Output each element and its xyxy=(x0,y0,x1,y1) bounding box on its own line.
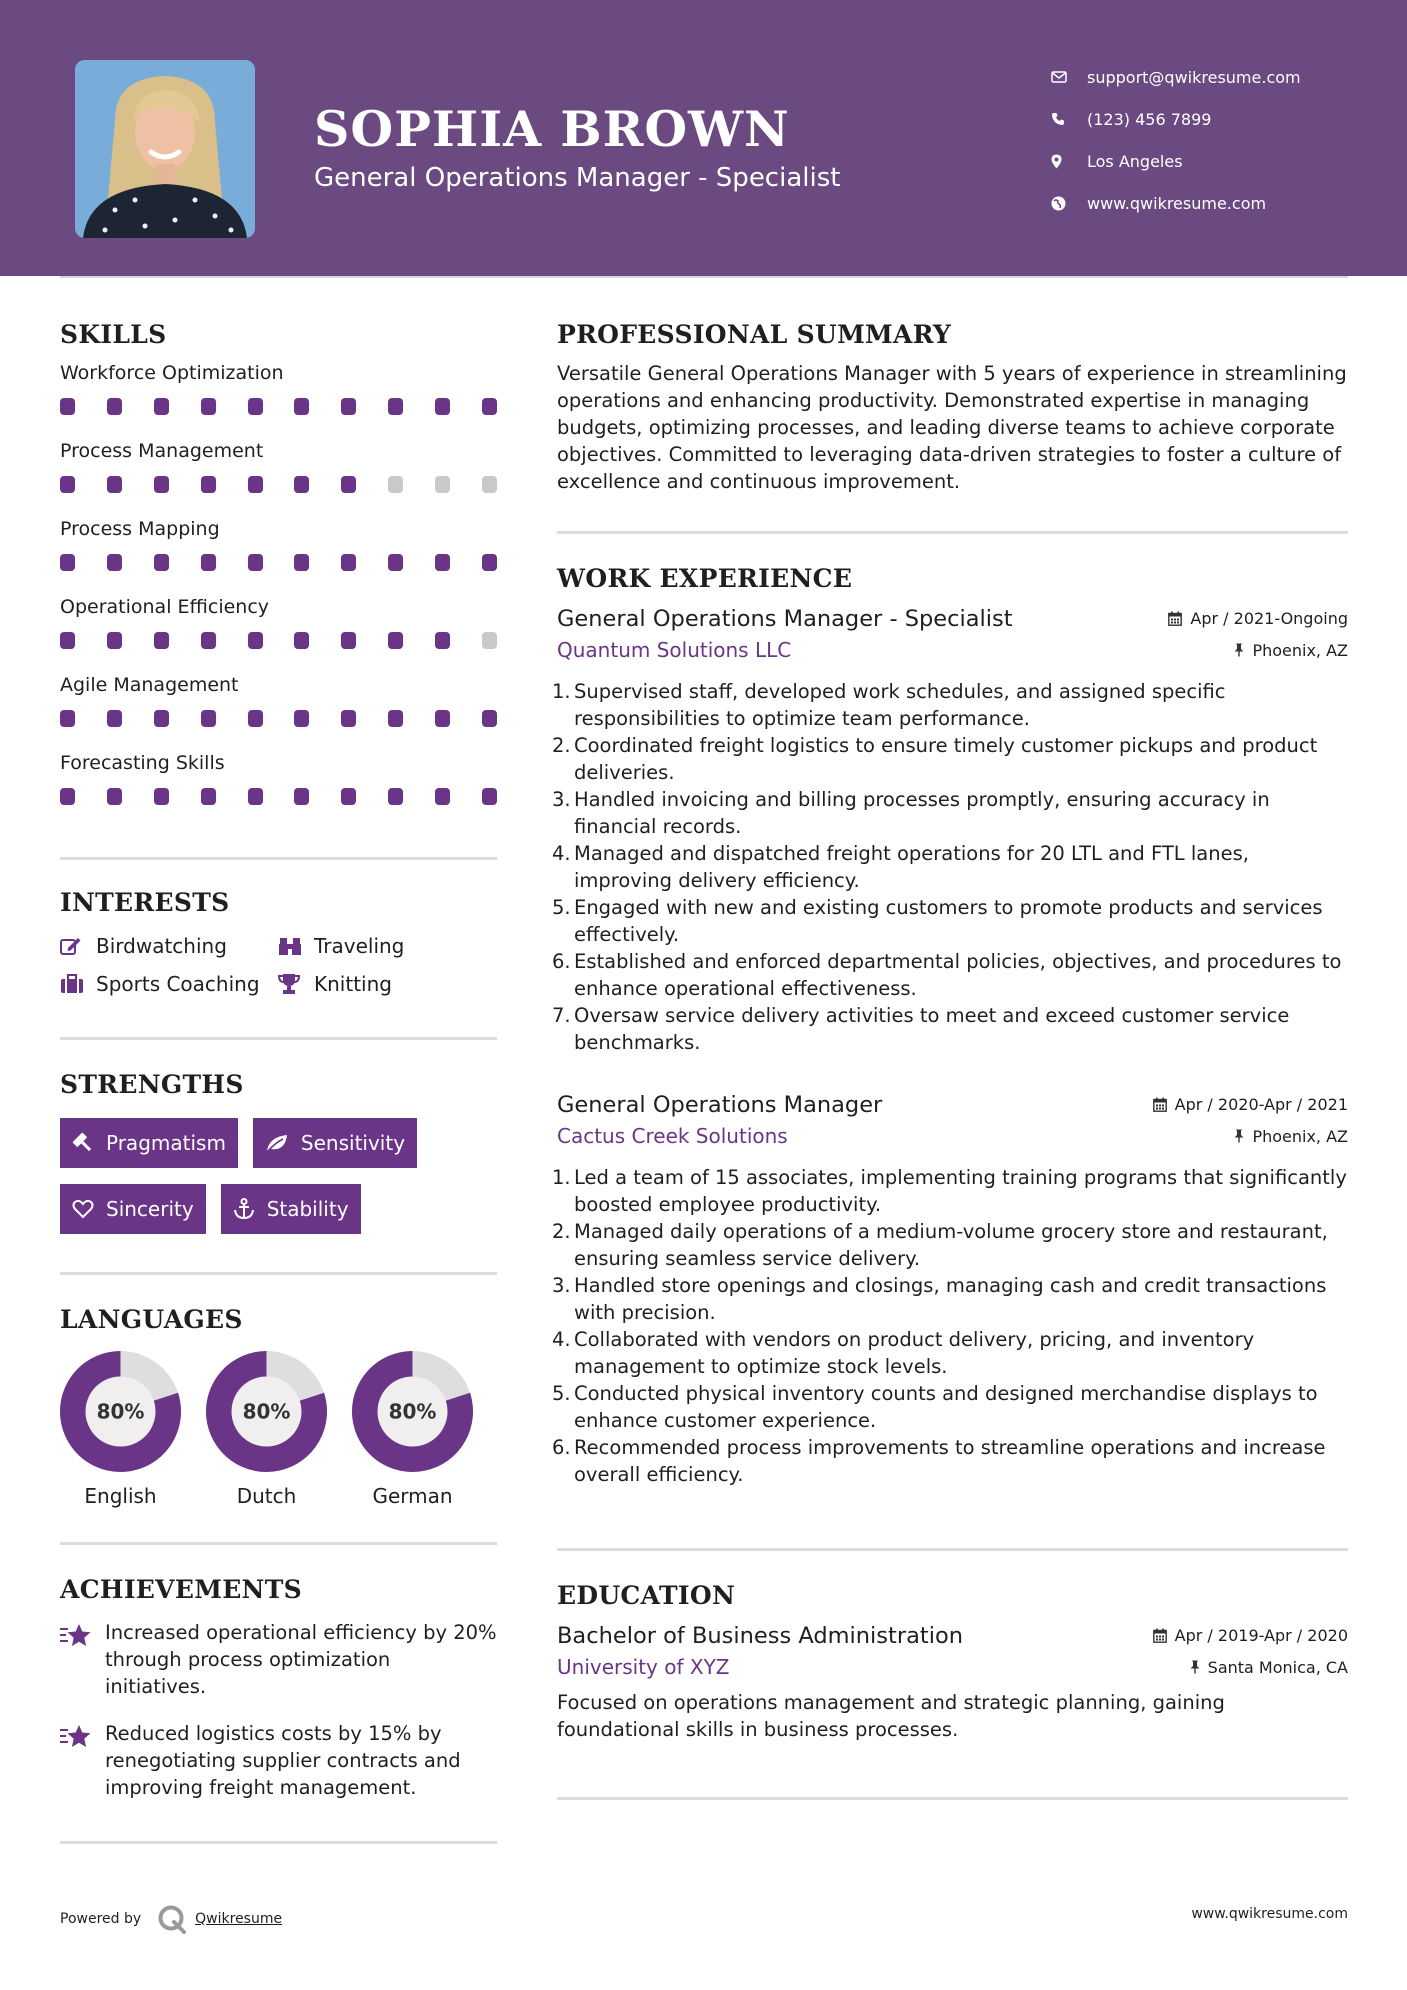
rating-dot-empty xyxy=(388,476,403,493)
skill-rating xyxy=(60,632,497,649)
calendar-icon xyxy=(1153,1628,1167,1643)
rating-dot-filled xyxy=(341,476,356,493)
rating-dot-filled xyxy=(482,554,497,571)
rating-dot-filled xyxy=(341,398,356,415)
rating-dot-filled xyxy=(201,554,216,571)
rating-dot-filled xyxy=(482,710,497,727)
star-icon xyxy=(60,1720,105,1801)
skill-rating xyxy=(60,398,497,415)
job-bullet: 7. Oversaw service delivery activities to meet and exceed customer service benchmarks. xyxy=(552,1004,1290,1054)
rating-dot-filled xyxy=(482,788,497,805)
languages-list xyxy=(60,1351,497,1508)
rating-dot-filled xyxy=(201,476,216,493)
skill-rating xyxy=(60,554,497,571)
section-divider xyxy=(557,1548,1348,1551)
anchor-icon xyxy=(233,1198,255,1220)
profile-photo xyxy=(75,60,255,238)
rating-dot-filled xyxy=(201,632,216,649)
header-banner xyxy=(0,0,1407,276)
rating-dot-empty xyxy=(482,632,497,649)
job-title: General Operations Manager xyxy=(557,1092,883,1118)
rating-dot-filled xyxy=(60,788,75,805)
interests-heading: INTERESTS xyxy=(60,888,230,917)
pushpin-icon xyxy=(1234,643,1244,657)
strengths-list xyxy=(60,1118,497,1234)
language-item: 80% Dutch xyxy=(206,1351,327,1508)
heart-icon xyxy=(72,1199,94,1219)
skill-item xyxy=(60,438,497,493)
skill-rating xyxy=(60,476,497,493)
achievements-list xyxy=(60,1619,497,1801)
skill-name: Agile Management xyxy=(60,674,239,696)
job-date: Apr / 2021-Ongoing xyxy=(1168,609,1348,628)
job-bullet: 2. Managed daily operations of a medium-volume grocery store and restaurant, ensuring seamless service delivery. xyxy=(552,1220,1328,1270)
skill-item xyxy=(60,516,497,571)
rating-dot-filled xyxy=(107,554,122,571)
skill-rating xyxy=(60,788,497,805)
calendar-icon xyxy=(1153,1097,1167,1112)
education-text: Focused on operations management and strategic planning, gaining foundational skills in business processes. xyxy=(557,1691,1225,1741)
skill-item xyxy=(60,594,497,649)
suitcase-icon xyxy=(60,974,96,994)
job-bullet: 5. Engaged with new and existing customers to promote products and services effectively. xyxy=(552,896,1323,946)
rating-dot-filled xyxy=(248,398,263,415)
header-divider xyxy=(60,276,1348,278)
rating-dot-filled xyxy=(435,632,450,649)
rating-dot-filled xyxy=(294,788,309,805)
pencil-square-icon xyxy=(60,936,96,956)
interests-list xyxy=(60,934,497,996)
education-item xyxy=(557,1623,1348,1743)
job-item xyxy=(552,1092,1348,1488)
qwikresume-logo-icon xyxy=(157,1904,187,1934)
achievement-item: Increased operational efficiency by 20% through process optimization initiatives. xyxy=(60,1619,497,1700)
footer-website[interactable]: www.qwikresume.com xyxy=(1191,1906,1348,1922)
interest-item: Traveling xyxy=(278,934,497,958)
phone-icon xyxy=(1051,112,1087,126)
rating-dot-filled xyxy=(154,632,169,649)
strength-tag: Pragmatism xyxy=(60,1118,238,1168)
contact-email[interactable]: support@qwikresume.com xyxy=(1051,56,1301,98)
candidate-name: SOPHIA BROWN xyxy=(314,100,790,158)
rating-dot-filled xyxy=(154,710,169,727)
candidate-title: General Operations Manager - Specialist xyxy=(314,163,841,193)
rating-dot-filled xyxy=(154,476,169,493)
language-item: 80% German xyxy=(352,1351,473,1508)
education-heading: EDUCATION xyxy=(557,1581,736,1610)
rating-dot-filled xyxy=(435,710,450,727)
language-percent: 80% xyxy=(96,1399,145,1424)
language-progress-ring xyxy=(60,1351,181,1472)
language-item: 80% English xyxy=(60,1351,181,1508)
skill-item xyxy=(60,360,497,415)
rating-dot-filled xyxy=(107,710,122,727)
strength-tag: Sincerity xyxy=(60,1184,206,1234)
summary-text: Versatile General Operations Manager with 5 years of experience in streamlining operations and enhancing productivity. Demonstrated expertise in managing budgets, optimizing processes, and leading diverse teams to achieve corporate objectives. Committed to leveraging data-driven strategies to foster a culture of excellence and continuous improvement. xyxy=(557,362,1347,493)
job-bullet: 6. Recommended process improvements to streamline operations and increase overall efficiency. xyxy=(552,1436,1326,1486)
company-name: Cactus Creek Solutions xyxy=(557,1124,788,1148)
pushpin-icon xyxy=(1234,1129,1244,1143)
job-bullet: 1. Supervised staff, developed work schedules, and assigned specific responsibilities to optimize team performance. xyxy=(552,680,1226,730)
skills-heading: SKILLS xyxy=(60,320,167,349)
rating-dot-filled xyxy=(107,476,122,493)
rating-dot-filled xyxy=(107,398,122,415)
job-location: Phoenix, AZ xyxy=(1234,641,1348,660)
rating-dot-filled xyxy=(154,788,169,805)
language-percent: 80% xyxy=(242,1399,291,1424)
leaf-icon xyxy=(265,1133,289,1153)
gavel-icon xyxy=(72,1132,94,1154)
rating-dot-filled xyxy=(60,632,75,649)
rating-dot-filled xyxy=(60,476,75,493)
strength-tag: Sensitivity xyxy=(253,1118,417,1168)
rating-dot-filled xyxy=(201,710,216,727)
language-progress-ring xyxy=(352,1351,473,1472)
contact-location: Los Angeles xyxy=(1051,140,1301,182)
job-title: General Operations Manager - Specialist xyxy=(557,606,1013,632)
interest-item: Knitting xyxy=(278,972,497,996)
experience-heading: WORK EXPERIENCE xyxy=(557,564,853,593)
job-bullets xyxy=(552,678,1348,1056)
language-progress-ring xyxy=(206,1351,327,1472)
job-bullet: 4. Managed and dispatched freight operations for 20 LTL and FTL lanes, improving delivery efficiency. xyxy=(552,842,1249,892)
job-location: Phoenix, AZ xyxy=(1234,1127,1348,1146)
job-bullets xyxy=(552,1164,1348,1488)
rating-dot-filled xyxy=(294,554,309,571)
rating-dot-filled xyxy=(341,710,356,727)
rating-dot-filled xyxy=(248,632,263,649)
qwikresume-link[interactable]: Qwikresume xyxy=(195,1911,283,1927)
rating-dot-filled xyxy=(154,398,169,415)
rating-dot-filled xyxy=(248,554,263,571)
education-location: Santa Monica, CA xyxy=(1190,1658,1348,1677)
job-bullet: 3. Handled invoicing and billing processes promptly, ensuring accuracy in financial records. xyxy=(552,788,1270,838)
skill-name: Workforce Optimization xyxy=(60,362,284,384)
rating-dot-filled xyxy=(107,632,122,649)
rating-dot-empty xyxy=(482,476,497,493)
job-bullet: 1. Led a team of 15 associates, implementing training programs that significantly boosted employee productivity. xyxy=(552,1166,1347,1216)
rating-dot-filled xyxy=(388,788,403,805)
skill-item xyxy=(60,750,497,805)
rating-dot-filled xyxy=(388,710,403,727)
section-divider xyxy=(60,1037,497,1040)
rating-dot-filled xyxy=(294,476,309,493)
skill-name: Forecasting Skills xyxy=(60,752,225,774)
education-date: Apr / 2019-Apr / 2020 xyxy=(1153,1626,1348,1645)
skill-rating xyxy=(60,710,497,727)
rating-dot-filled xyxy=(60,398,75,415)
job-bullet: 6. Established and enforced departmental policies, objectives, and procedures to enhance operational effectiveness. xyxy=(552,950,1342,1000)
section-divider xyxy=(60,1542,497,1545)
skill-name: Process Mapping xyxy=(60,518,220,540)
rating-dot-filled xyxy=(341,632,356,649)
job-date: Apr / 2020-Apr / 2021 xyxy=(1153,1095,1348,1114)
pushpin-icon xyxy=(1190,1660,1200,1674)
languages-heading: LANGUAGES xyxy=(60,1305,243,1334)
job-item xyxy=(552,606,1348,1056)
rating-dot-filled xyxy=(248,788,263,805)
rating-dot-filled xyxy=(435,554,450,571)
interest-item: Birdwatching xyxy=(60,934,278,958)
rating-dot-empty xyxy=(435,476,450,493)
contact-list xyxy=(1051,56,1301,224)
contact-phone[interactable]: (123) 456 7899 xyxy=(1051,98,1301,140)
rating-dot-filled xyxy=(388,632,403,649)
contact-website[interactable]: www.qwikresume.com xyxy=(1051,182,1301,224)
left-column xyxy=(60,320,497,1844)
map-pin-icon xyxy=(1051,154,1087,169)
rating-dot-filled xyxy=(201,398,216,415)
rating-dot-filled xyxy=(248,476,263,493)
strengths-heading: STRENGTHS xyxy=(60,1070,244,1099)
section-divider xyxy=(60,1272,497,1275)
jobs-list xyxy=(552,606,1348,1488)
achievement-item: Reduced logistics costs by 15% by renegotiating supplier contracts and improving freight management. xyxy=(60,1720,497,1801)
section-divider xyxy=(60,857,497,860)
achievements-heading: ACHIEVEMENTS xyxy=(60,1575,302,1604)
rating-dot-filled xyxy=(60,554,75,571)
star-icon xyxy=(60,1619,105,1700)
rating-dot-filled xyxy=(294,632,309,649)
skill-item xyxy=(60,672,497,727)
summary-heading: PROFESSIONAL SUMMARY xyxy=(557,320,952,349)
rating-dot-filled xyxy=(482,398,497,415)
calendar-icon xyxy=(1168,611,1182,626)
rating-dot-filled xyxy=(60,710,75,727)
envelope-icon xyxy=(1051,71,1087,83)
strength-tag: Stability xyxy=(221,1184,361,1234)
rating-dot-filled xyxy=(248,710,263,727)
language-percent: 80% xyxy=(388,1399,437,1424)
skill-name: Process Management xyxy=(60,440,264,462)
job-bullet: 5. Conducted physical inventory counts and designed merchandise displays to enhance customer experience. xyxy=(552,1382,1318,1432)
job-bullet: 4. Collaborated with vendors on product delivery, pricing, and inventory management to optimize stock levels. xyxy=(552,1328,1255,1378)
interest-item: Sports Coaching xyxy=(60,972,278,996)
skills-list xyxy=(60,360,497,805)
skill-name: Operational Efficiency xyxy=(60,596,270,618)
job-bullet: 2. Coordinated freight logistics to ensure timely customer pickups and product deliveries. xyxy=(552,734,1318,784)
section-divider xyxy=(60,1841,497,1844)
globe-icon xyxy=(1051,196,1087,211)
rating-dot-filled xyxy=(294,710,309,727)
job-bullet: 3. Handled store openings and closings, managing cash and credit transactions with precision. xyxy=(552,1274,1327,1324)
section-divider xyxy=(557,531,1348,534)
rating-dot-filled xyxy=(435,398,450,415)
rating-dot-filled xyxy=(107,788,122,805)
degree-title: Bachelor of Business Administration xyxy=(557,1623,963,1649)
rating-dot-filled xyxy=(201,788,216,805)
trophy-icon xyxy=(278,973,314,995)
binoculars-icon xyxy=(278,936,314,956)
right-column xyxy=(552,320,1348,1800)
rating-dot-filled xyxy=(341,788,356,805)
rating-dot-filled xyxy=(388,398,403,415)
company-name: Quantum Solutions LLC xyxy=(557,638,792,662)
school-name: University of XYZ xyxy=(557,1655,730,1679)
rating-dot-filled xyxy=(294,398,309,415)
footer-powered-by: Powered by Qwikresume xyxy=(60,1904,282,1934)
rating-dot-filled xyxy=(341,554,356,571)
rating-dot-filled xyxy=(154,554,169,571)
section-divider xyxy=(557,1797,1348,1800)
rating-dot-filled xyxy=(388,554,403,571)
rating-dot-filled xyxy=(435,788,450,805)
